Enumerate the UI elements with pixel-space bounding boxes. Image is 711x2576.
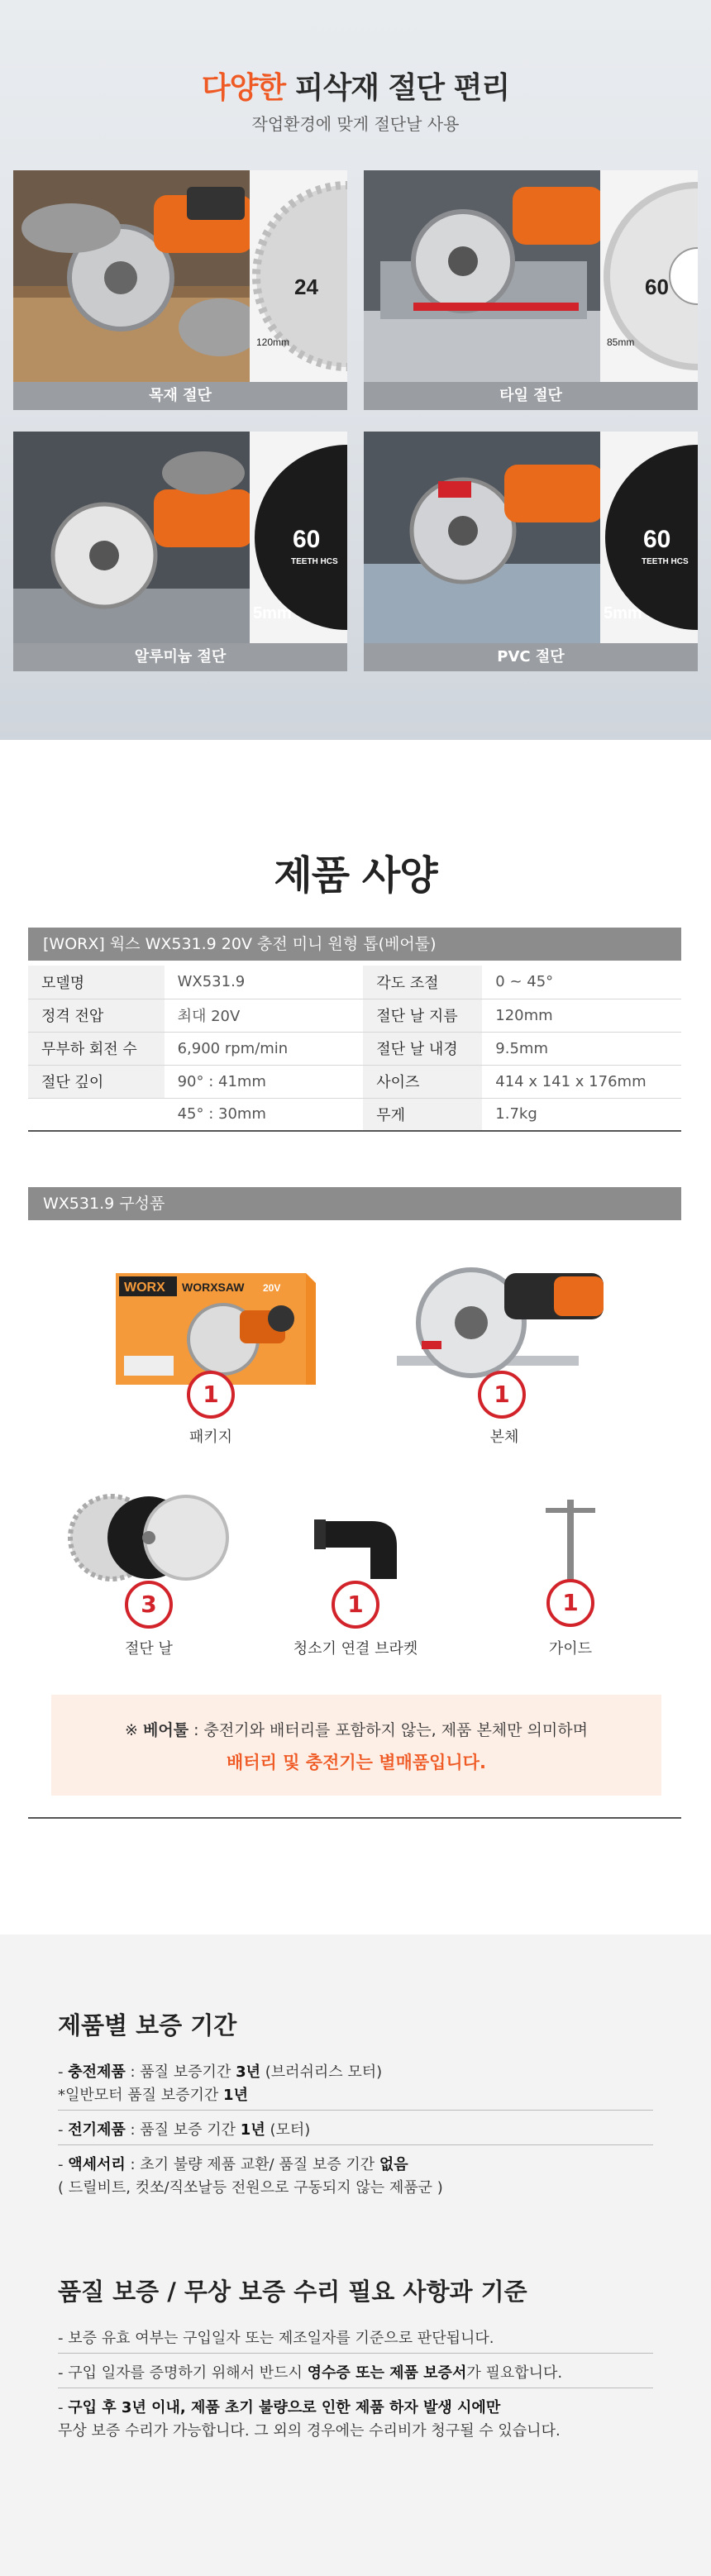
guide-image [488, 1496, 653, 1587]
table-row [28, 1098, 681, 1131]
component-blades [66, 1488, 231, 1662]
pvc-blade-number: 60 [643, 526, 671, 553]
spec-key: 무부하 회전 수 [28, 1032, 165, 1065]
warranty-line: - 액세서리 : 초기 불량 제품 교환/ 품질 보증 기간 없음 [58, 2156, 408, 2173]
cut-card-label: 알루미늄 절단 [13, 643, 347, 671]
spec-value: 120mm [482, 999, 681, 1032]
warranty-line: *일반모터 품질 보증기간 1년 [58, 2087, 248, 2104]
package-name: WORXSAW [182, 1281, 245, 1294]
spec-key: 절단 깊이 [28, 1065, 165, 1098]
tile-blade-number: 60 [645, 274, 669, 299]
cut-card-tile [364, 170, 698, 410]
hero-subtitle: 작업환경에 맞게 절단날 사용 [251, 114, 460, 134]
spec-value: 6,900 rpm/min [165, 1032, 364, 1065]
spec-value: 414 x 141 x 176mm [482, 1065, 681, 1098]
warranty-line: - 구입 후 3년 이내, 제품 초기 불량으로 인한 제품 하자 발생 시에만 [58, 2399, 501, 2416]
table-row [28, 1065, 681, 1098]
divider [58, 2110, 653, 2111]
spec-key: 절단 날 내경 [363, 1032, 482, 1065]
cut-card-pvc [364, 432, 698, 671]
pvc-blade-size: 5mm [604, 604, 642, 623]
spec-table [28, 966, 681, 1132]
spec-value: 0 ~ 45° [482, 966, 681, 999]
warranty-line: - 보증 유효 여부는 구입일자 또는 제조일자를 기준으로 판단됩니다. [58, 2330, 494, 2347]
spec-value: WX531.9 [165, 966, 364, 999]
hero-section [0, 0, 711, 740]
bare-tool-notice [51, 1695, 661, 1796]
wood-blade-image [250, 170, 347, 382]
wood-blade-size: 120mm [256, 336, 290, 348]
divider [58, 2353, 653, 2354]
divider [28, 1817, 681, 1819]
aluminum-blade-image [250, 432, 347, 643]
tile-blade-image [600, 170, 698, 382]
quantity-badge: 1 [187, 1371, 235, 1419]
pvc-blade-sub: TEETH HCS [642, 557, 689, 566]
spec-value: 9.5mm [482, 1032, 681, 1065]
product-name-bar: [WORX] 웍스 WX531.9 20V 충전 미니 원형 톱(베어툴) [28, 928, 681, 961]
spec-key: 모델명 [28, 966, 165, 999]
hero-title: 다양한 피삭재 절단 편리 [201, 71, 510, 105]
tile-blade-size: 85mm [607, 336, 635, 348]
component-vacuum-bracket [273, 1505, 438, 1662]
notice-line-1: ※ 베어툴 : 충전기와 배터리를 포함하지 않는, 제품 본체만 의미하며 [125, 1721, 588, 1739]
warranty-line: ( 드릴비트, 컷쏘/직쏘날등 전원으로 구동되지 않는 제품군 ) [58, 2179, 443, 2197]
spec-key [28, 1098, 165, 1131]
spec-key: 절단 날 지름 [363, 999, 482, 1032]
warranty-line: - 충전제품 : 품질 보증기간 3년 (브러쉬리스 모터) [58, 2063, 383, 2081]
warranty-line: 무상 보증 수리가 가능합니다. 그 외의 경우에는 수리비가 청구될 수 있습니다. [58, 2422, 561, 2440]
aluminum-blade-size: 5mm [253, 604, 292, 623]
cut-card-label: PVC 절단 [364, 643, 698, 671]
spec-title: 제품 사양 [274, 852, 437, 899]
components-bar: WX531.9 구성품 [28, 1187, 681, 1220]
cut-card-wood [13, 170, 347, 410]
spec-key: 무게 [363, 1098, 482, 1131]
table-row [28, 999, 681, 1032]
warranty-line: - 전기제품 : 품질 보증 기간 1년 (모터) [58, 2121, 311, 2139]
quantity-badge: 1 [332, 1581, 379, 1629]
aluminum-blade-sub: TEETH HCS [291, 557, 338, 566]
spec-key: 정격 전압 [28, 999, 165, 1032]
warranty-period-title: 제품별 보증 기간 [58, 2011, 237, 2039]
component-label: 절단 날 [125, 1640, 173, 1658]
cut-card-label: 타일 절단 [364, 382, 698, 410]
spec-value: 최대 20V [165, 999, 364, 1032]
spec-key: 각도 조절 [363, 966, 482, 999]
wood-blade-number: 24 [294, 274, 318, 299]
vacuum-bracket-image [273, 1505, 438, 1587]
quantity-badge: 3 [125, 1581, 173, 1629]
component-package [99, 1265, 322, 1447]
component-label: 가이드 [548, 1640, 593, 1658]
spec-value: 1.7kg [482, 1098, 681, 1131]
notice-line-2: 배터리 및 충전기는 별매품입니다. [227, 1753, 486, 1772]
component-label: 본체 [489, 1429, 519, 1446]
warranty-criteria-title: 품질 보증 / 무상 보증 수리 필요 사항과 기준 [58, 2278, 527, 2306]
component-label: 청소기 연결 브라켓 [293, 1640, 418, 1658]
spec-value: 90° : 41mm [165, 1065, 364, 1098]
package-volt: 20V [263, 1282, 281, 1294]
table-row [28, 966, 681, 999]
cut-card-aluminum [13, 432, 347, 671]
saw-blades-image [66, 1488, 231, 1596]
spec-value: 45° : 30mm [165, 1098, 364, 1131]
aluminum-blade-number: 60 [293, 526, 321, 553]
component-label: 패키지 [188, 1429, 233, 1446]
saw-body-image [389, 1248, 620, 1389]
warranty-line: - 구입 일자를 증명하기 위해서 반드시 영수증 또는 제품 보증서가 필요합니다. [58, 2364, 563, 2382]
package-brand: WORX [124, 1281, 165, 1295]
table-row [28, 1032, 681, 1065]
quantity-badge: 1 [478, 1371, 526, 1419]
pvc-blade-image [600, 432, 698, 643]
component-body [389, 1248, 620, 1447]
cut-card-label: 목재 절단 [13, 382, 347, 410]
warranty-section [0, 1934, 711, 2576]
quantity-badge: 1 [546, 1579, 594, 1627]
component-guide [488, 1496, 653, 1662]
spec-key: 사이즈 [363, 1065, 482, 1098]
divider [58, 2144, 653, 2145]
